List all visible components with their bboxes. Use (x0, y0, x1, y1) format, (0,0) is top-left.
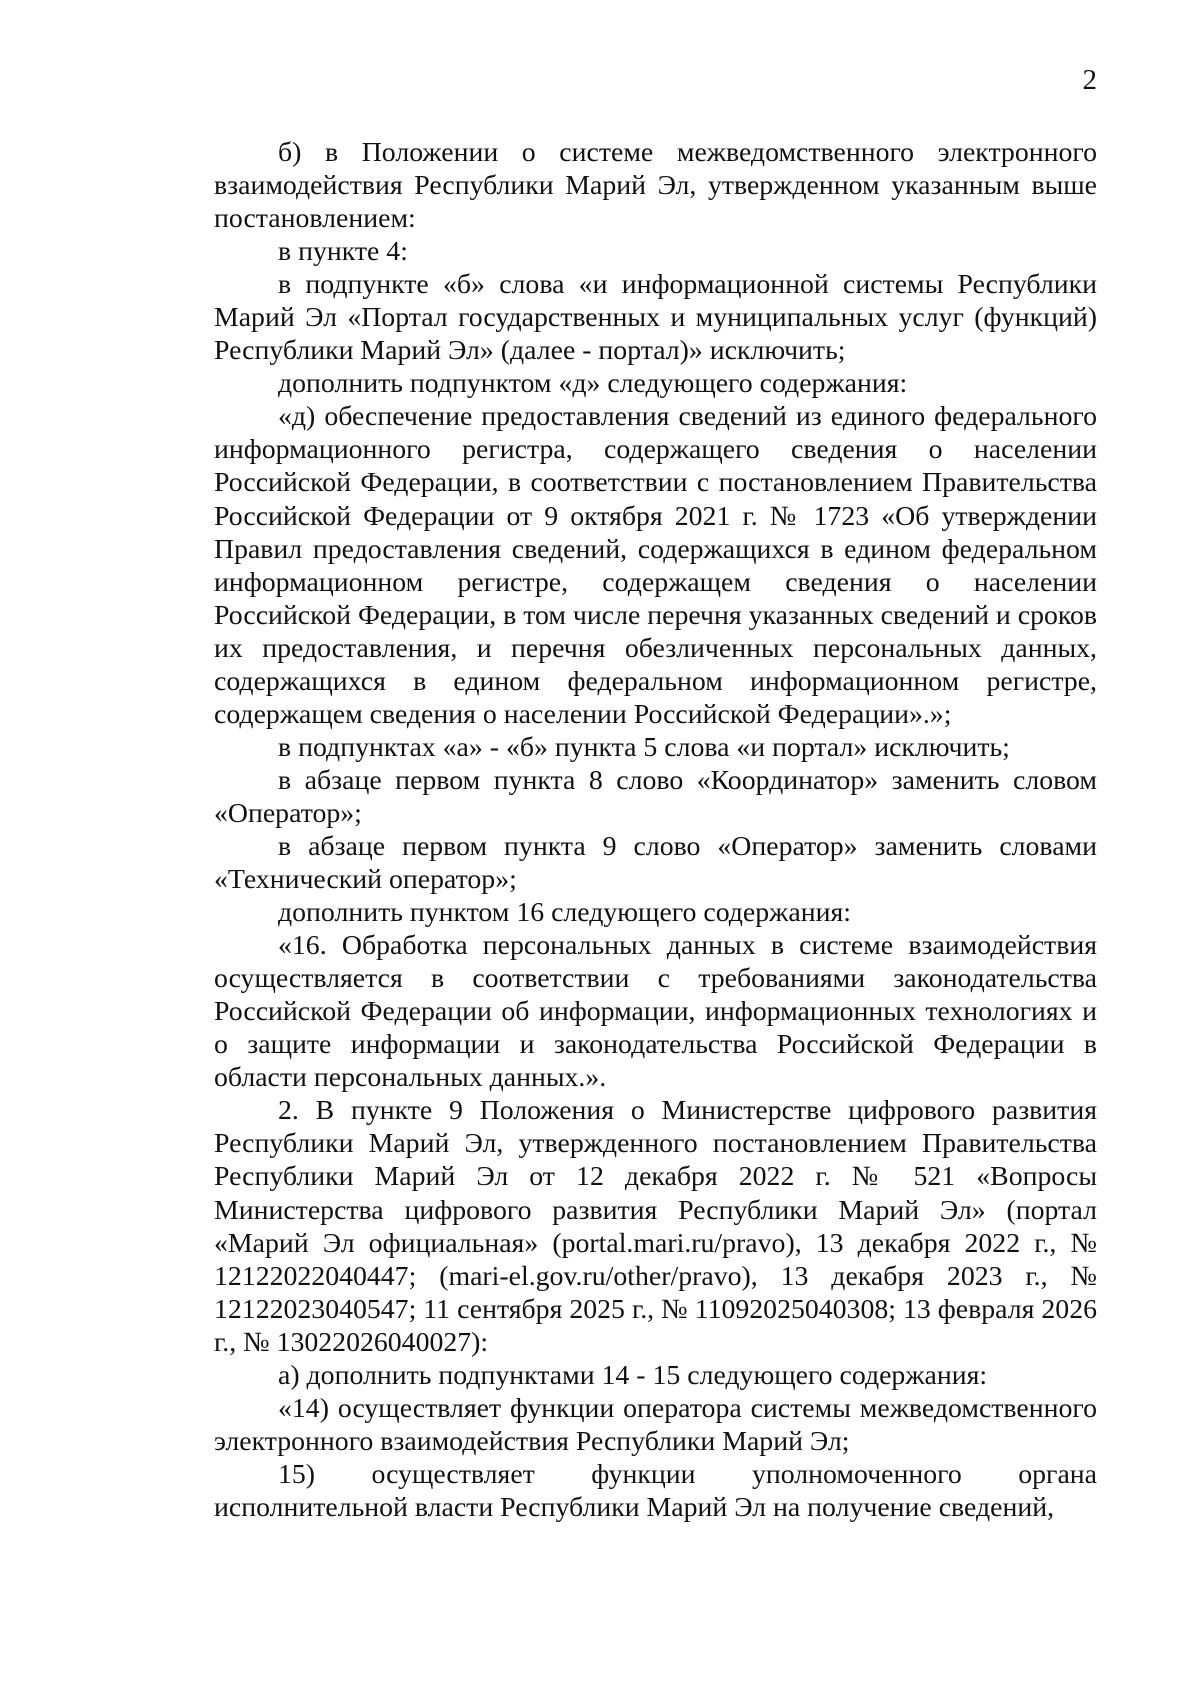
paragraph: в подпункте «б» слова «и информационной системы Республики Марий Эл «Портал государственных и муниципальных услуг (функций) Республики Марий Эл» (далее - портал)» исключить; (214, 269, 1097, 367)
paragraph: дополнить пунктом 16 следующего содержания: (278, 897, 851, 929)
paragraph: в абзаце первом пункта 9 слово «Оператор» заменить словами «Технический оператор»; (214, 830, 1097, 896)
paragraph: в пункте 4: (278, 236, 408, 268)
paragraph: в абзаце первом пункта 8 слово «Координатор» заменить словом «Оператор»; (214, 764, 1097, 829)
page-number: 2 (1082, 64, 1097, 96)
paragraph: «д) обеспечение предоставления сведений из единого федерального информационного регистра, содержащего сведения о населении Российской Федерации, в соответствии с постановлением Правительства Российской Федерации от 9 октября 2021 г. № 1723 «Об утверждении Правил предоставления сведений, содержащихся в едином федеральном информационном регистре, содержащем сведения о населении Российской Федерации, в том числе перечня указанных сведений и сроков их предоставления, и перечня обезличенных персональных данных, содержащихся в едином федеральном информационном регистре, содержащем сведения о населении Российской Федерации».»; (214, 401, 1097, 730)
paragraph: в подпунктах «а» - «б» пункта 5 слова «и портал» исключить; (278, 731, 1010, 763)
paragraph: 2. В пункте 9 Положения о Министерстве цифрового развития Республики Марий Эл, утвержденного постановлением Правительства Республики Марий Эл от 12 декабря 2022 г. № 521 «Вопросы Министерства цифрового развития Республики Марий Эл» (портал «Марий Эл официальная» (portal.mari.ru/pravo), 13 декабря 2022 г., № 12122022040447; (mari-el.gov.ru/other/pravo), 13 декабря 2023 г., № 12122023040547; 11 сентября 2025 г., № 11092025040308; 13 февраля 2026 г., № 13022026040027): (214, 1095, 1097, 1358)
paragraph: «14) осуществляет функции оператора системы межведомственного электронного взаимодействия Республики Марий Эл; (214, 1392, 1097, 1457)
paragraph: б) в Положении о системе межведомственного электронного взаимодействия Республики Марий Эл, утвержденном указанным выше постановлением: (214, 137, 1097, 235)
document-body (214, 136, 1097, 1524)
paragraph: дополнить подпунктом «д» следующего содержания: (278, 368, 908, 400)
paragraph: а) дополнить подпунктами 14 - 15 следующего содержания: (278, 1359, 988, 1391)
paragraph: 15) осуществляет функции уполномоченного органа исполнительной власти Республики Марий Эл на получение сведений, (214, 1458, 1097, 1523)
paragraph: «16. Обработка персональных данных в системе взаимодействия осуществляется в соответствии с требованиями законодательства Российской Федерации об информации, информационных технологиях и о защите информации и законодательства Российской Федерации в области персональных данных.». (214, 930, 1097, 1094)
